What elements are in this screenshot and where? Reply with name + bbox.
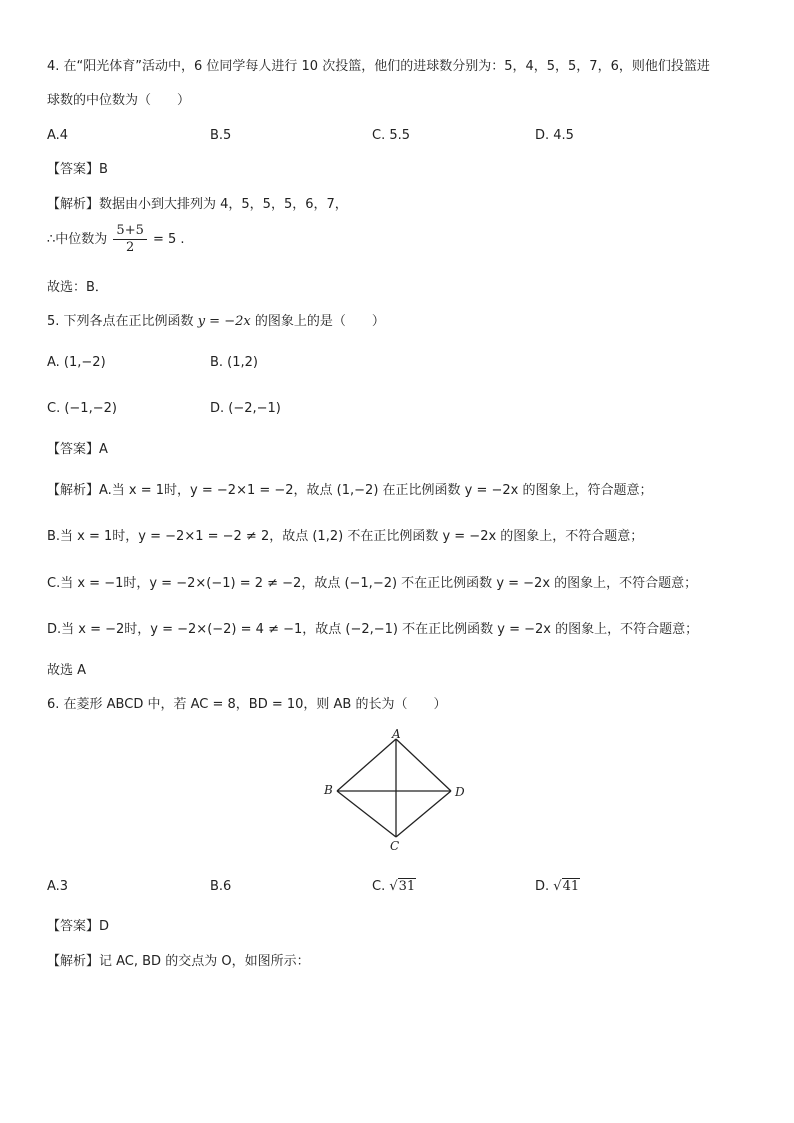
q6-option-d-prefix: D. xyxy=(535,879,554,894)
q4-fraction-numerator: 5+5 xyxy=(113,223,146,240)
q6-option-d xyxy=(535,878,580,896)
vertex-label-c: C xyxy=(390,839,400,853)
q4-option-d: D. 4.5 xyxy=(535,128,574,143)
q4-conclusion: 故选：B． xyxy=(47,280,108,295)
q5-option-a: A. (1,−2) xyxy=(47,355,106,370)
q6-option-c xyxy=(372,878,416,896)
q4-option-c: C. 5.5 xyxy=(372,128,411,143)
q5-analysis-a: 【解析】A.当 x = 1时，y = −2×1 = −2，故点 (1,−2) 在正比例函数 y = −2x 的图象上，符合题意； xyxy=(47,483,653,498)
q5-stem xyxy=(47,313,385,331)
q6-analysis: 【解析】记 AC, BD 的交点为 O，如图所示： xyxy=(47,954,310,969)
q6-option-c-radicand: 31 xyxy=(398,879,416,894)
q6-option-c-prefix: C. xyxy=(372,879,390,894)
q6-answer: 【答案】D xyxy=(47,919,110,934)
q5-analysis-d: D.当 x = −2时，y = −2×(−2) = 4 ≠ −1，故点 (−2,−1) 不在正比例函数 y = −2x 的图象上，不符合题意； xyxy=(47,622,699,637)
vertex-label-d: D xyxy=(455,785,465,799)
q5-option-b: B. (1,2) xyxy=(210,355,259,370)
q4-stem-line1: 4. 在“阳光体育”活动中，6 位同学每人进行 10 次投篮，他们的进球数分别为：5，4，5，5，7，6，则他们投篮进 xyxy=(47,59,710,74)
edge-dc xyxy=(396,791,451,837)
q5-stem-function: y = −2x xyxy=(197,314,251,329)
q4-median-prefix: ∴中位数为 xyxy=(47,232,108,247)
vertex-label-a: A xyxy=(392,727,401,741)
q4-median-line xyxy=(47,222,185,258)
q4-median-suffix: = 5 . xyxy=(153,232,185,247)
q5-stem-prefix: 5. 下列各点在正比例函数 xyxy=(47,314,194,329)
q5-conclusion: 故选 A xyxy=(47,663,87,678)
q5-answer: 【答案】A xyxy=(47,442,108,457)
q4-fraction-denominator: 2 xyxy=(126,240,135,255)
vertex-label-b: B xyxy=(324,783,333,797)
rhombus-figure xyxy=(320,726,470,856)
q4-median-fraction xyxy=(113,223,146,256)
q6-option-d-sqrt: √41 xyxy=(553,879,580,894)
q5-option-d: D. (−2,−1) xyxy=(210,401,281,416)
q6-option-a: A.3 xyxy=(47,879,69,894)
q4-option-b: B.5 xyxy=(210,128,232,143)
q5-analysis-b: B.当 x = 1时，y = −2×1 = −2 ≠ 2，故点 (1,2) 不在正比例函数 y = −2x 的图象上，不符合题意； xyxy=(47,529,644,544)
edge-ab xyxy=(337,739,396,791)
q4-analysis-line1: 【解析】数据由小到大排列为 4，5，5，5，6，7， xyxy=(47,197,348,212)
q5-stem-suffix: 的图象上的是（ ） xyxy=(254,314,385,329)
q4-answer: 【答案】B xyxy=(47,162,108,177)
q6-option-c-sqrt: √31 xyxy=(389,879,416,894)
q6-option-b: B.6 xyxy=(210,879,232,894)
q6-option-d-radicand: 41 xyxy=(562,879,580,894)
q6-stem: 6. 在菱形 ABCD 中，若 AC = 8，BD = 10，则 AB 的长为（ ） xyxy=(47,697,447,712)
q4-stem-line2: 球数的中位数为（ ） xyxy=(47,93,191,108)
q5-option-c: C. (−1,−2) xyxy=(47,401,117,416)
edge-ad xyxy=(396,739,451,791)
q4-option-a: A.4 xyxy=(47,128,69,143)
edge-bc xyxy=(337,791,396,837)
q5-analysis-c: C.当 x = −1时，y = −2×(−1) = 2 ≠ −2，故点 (−1,−2) 不在正比例函数 y = −2x 的图象上，不符合题意； xyxy=(47,576,698,591)
